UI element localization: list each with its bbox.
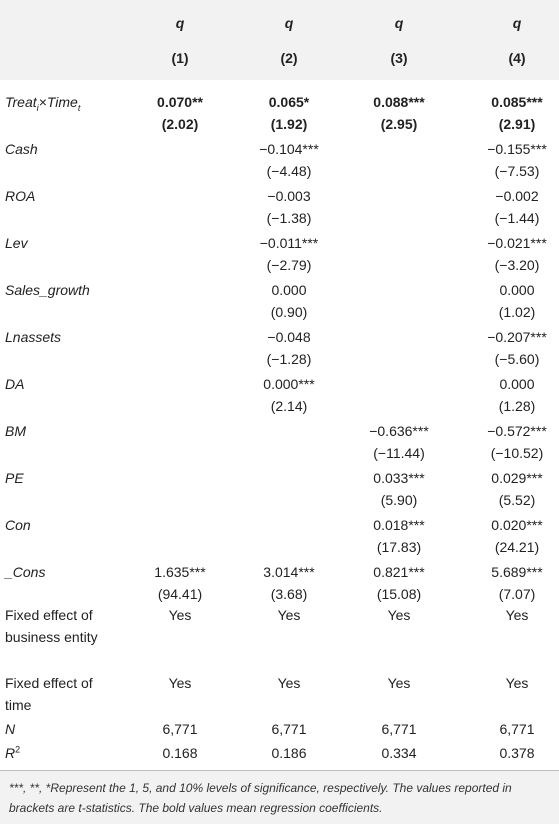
- tstat-cell: (5.52): [498, 492, 536, 508]
- model-num-1: (1): [171, 50, 189, 66]
- row-label-da: DA: [5, 376, 25, 392]
- fe-entity-cell: Yes: [277, 607, 301, 623]
- tstat-cell: (94.41): [157, 586, 203, 602]
- tstat-cell: (0.90): [270, 304, 308, 320]
- coef-cell: 5.689***: [491, 564, 543, 580]
- row-label-lnassets: Lnassets: [5, 329, 62, 345]
- tstat-cell: (−10.52): [490, 445, 544, 461]
- row-label-lev: Lev: [5, 235, 28, 251]
- tstat-cell: (−7.53): [494, 163, 540, 179]
- coef-cell: −0.207***: [487, 329, 547, 345]
- coef-cell: 1.635***: [154, 564, 206, 580]
- tstat-cell: (1.28): [498, 398, 536, 414]
- tstat-cell: (−1.38): [266, 210, 312, 226]
- coef-cell: 0.085***: [491, 94, 543, 110]
- model-num-2: (2): [280, 50, 298, 66]
- coef-cell: 0.065*: [268, 94, 310, 110]
- coef-cell: −0.011***: [259, 235, 319, 251]
- fe-time-cell: Yes: [387, 675, 411, 691]
- coef-cell: 0.088***: [373, 94, 425, 110]
- fe-entity-cell: Yes: [505, 607, 529, 623]
- row-label-cash: Cash: [5, 141, 38, 157]
- row-label-con: Con: [5, 517, 31, 533]
- r2-cell: 0.334: [381, 745, 417, 761]
- n-cell: 6,771: [381, 721, 417, 737]
- n-cell: 6,771: [162, 721, 198, 737]
- coef-cell: 0.033***: [373, 470, 425, 486]
- row-label-cons: _Cons: [5, 564, 46, 580]
- table-body: [0, 80, 559, 770]
- coef-cell: 0.000: [499, 282, 535, 298]
- coef-cell: −0.636***: [369, 423, 429, 439]
- tstat-cell: (−11.44): [373, 445, 425, 461]
- row-label-roa: ROA: [5, 188, 36, 204]
- fe-time-cell: Yes: [277, 675, 301, 691]
- coef-cell: 0.020***: [491, 517, 543, 533]
- tstat-cell: (2.02): [161, 116, 199, 132]
- fe-entity-cell: Yes: [168, 607, 192, 623]
- table-footnote: [0, 770, 559, 824]
- coef-cell: 3.014***: [263, 564, 315, 580]
- dep-var-4: q: [512, 15, 522, 31]
- row-label-r2: $R^2$: [5, 744, 21, 761]
- tstat-cell: (−5.60): [494, 351, 540, 367]
- tstat-cell: (1.92): [270, 116, 308, 132]
- tstat-cell: (−4.48): [266, 163, 312, 179]
- n-cell: 6,771: [499, 721, 535, 737]
- fe-time-cell: Yes: [168, 675, 192, 691]
- coef-cell: 0.029***: [491, 470, 543, 486]
- row-label-n: N: [5, 721, 16, 737]
- row-label-fe-time: Fixed effect of time: [5, 675, 93, 713]
- coef-cell: −0.155***: [487, 141, 547, 157]
- coef-cell: 0.000: [271, 282, 307, 298]
- tstat-cell: (−1.28): [266, 351, 312, 367]
- dep-var-1: q: [175, 15, 185, 31]
- tstat-cell: (15.08): [376, 586, 422, 602]
- coef-cell: 0.000***: [263, 376, 315, 392]
- coef-cell: 0.000: [499, 376, 535, 392]
- model-num-4: (4): [508, 50, 526, 66]
- table-header: [0, 0, 559, 81]
- tstat-cell: (2.91): [498, 116, 536, 132]
- tstat-cell: (5.90): [380, 492, 418, 508]
- row-label-bm: BM: [5, 423, 26, 439]
- tstat-cell: (−3.20): [494, 257, 540, 273]
- tstat-cell: (7.07): [498, 586, 536, 602]
- tstat-cell: (−2.79): [266, 257, 312, 273]
- tstat-cell: (1.02): [498, 304, 536, 320]
- r2-cell: 0.186: [271, 745, 307, 761]
- r2-cell: 0.378: [499, 745, 535, 761]
- tstat-cell: (24.21): [494, 539, 540, 555]
- coef-cell: −0.021***: [487, 235, 547, 251]
- footnote-text: ***, **, *Represent the 1, 5, and 10% levels of significance, respectively. The values reported in brackets are t-statistics. The bold values mean regression coefficients.: [9, 781, 512, 815]
- row-label-pe: PE: [5, 470, 24, 486]
- fe-time-cell: Yes: [505, 675, 529, 691]
- coef-cell: 0.821***: [373, 564, 425, 580]
- tstat-cell: (−1.44): [494, 210, 540, 226]
- coef-cell: −0.572***: [487, 423, 547, 439]
- dep-var-2: q: [284, 15, 294, 31]
- coef-cell: −0.002: [495, 188, 539, 204]
- row-label-sales-growth: Sales_growth: [5, 282, 90, 298]
- coef-cell: −0.048: [267, 329, 311, 345]
- row-label-fe-entity: Fixed effect of business entity: [5, 607, 98, 645]
- n-cell: 6,771: [271, 721, 307, 737]
- model-num-3: (3): [390, 50, 408, 66]
- tstat-cell: (2.14): [270, 398, 308, 414]
- coef-cell: 0.018***: [373, 517, 425, 533]
- r2-cell: 0.168: [162, 745, 198, 761]
- fe-entity-cell: Yes: [387, 607, 411, 623]
- tstat-cell: (3.68): [270, 586, 308, 602]
- tstat-cell: (2.95): [380, 116, 418, 132]
- row-label-treat-time: Treat$_i$×Time$_t$: [5, 94, 81, 113]
- tstat-cell: (17.83): [376, 539, 422, 555]
- coef-cell: −0.003: [267, 188, 311, 204]
- coef-cell: −0.104***: [259, 141, 319, 157]
- coef-cell: 0.070**: [157, 94, 203, 110]
- dep-var-3: q: [394, 15, 404, 31]
